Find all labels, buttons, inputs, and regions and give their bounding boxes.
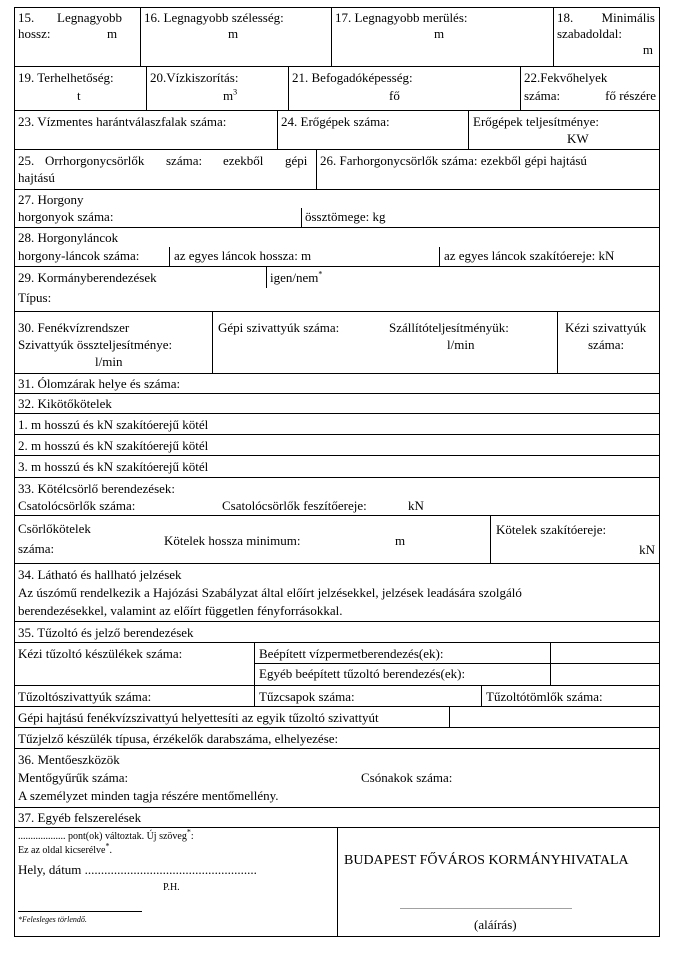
row-anchor [15,190,659,228]
row-footer [15,828,659,937]
section-32-mooring: 32. Kikötőkötelek [15,394,659,414]
field-24-engines[interactable]: 24. Erőgépek száma: [277,111,468,149]
footnote-rule [18,911,142,912]
row-fire-equipment [15,643,659,686]
row-lifesaving: 36. Mentőeszközök Mentőgyűrűk száma: Csónakok száma: A személyzet minden tagja részére mentőmellény. [15,749,659,808]
stamp-label: P.H. [163,882,180,893]
field-18-freeboard[interactable]: 18. Minimális szabadoldal: m [553,8,659,66]
field-27-anchors[interactable]: 27. Horgony horgonyok száma: [18,192,114,224]
field-35-bilge-substitute[interactable]: Gépi hajtású fenékvízszivattyú helyettesíti az egyik tűzoltó szivattyút [18,710,379,725]
row-chains: 28. Horgonyláncok horgony-láncok száma: az egyes láncok hossza: m az egyes láncok szakítóereje: kN [15,228,659,267]
field-35-bilge-substitute-value[interactable] [449,707,659,727]
field-24-engine-power[interactable]: Erőgépek teljesítménye: KW [468,111,659,149]
row-fire-pumps [15,686,659,707]
divider [266,267,267,288]
section-35-fire: 35. Tűzoltó és jelző berendezések [15,622,659,643]
place-date-field[interactable]: Hely, dátum ..................................................... [18,862,257,877]
field-20-displacement[interactable]: 20.Vízkiszorítás: $m^3$ [146,67,288,110]
field-35-hoses[interactable]: Tűzoltótömlők száma: [481,686,659,706]
row-dimensions [15,8,659,67]
field-36-lifebuoys[interactable]: Mentőgyűrűk száma: [18,770,129,785]
field-35-extinguishers[interactable]: Kézi tűzoltó készülékek száma: [18,646,183,661]
field-33-rope-strength[interactable]: Kötelek szakítóereje: kN [490,516,659,563]
field-33-winch-ropes[interactable]: Csörlőkötelek száma: Kötelek hossza minimum: m [18,521,406,556]
row-engines [15,111,659,150]
field-16-width[interactable]: 16. Legnagyobb szélesség: m [140,8,331,66]
field-28-chain-count[interactable]: horgony-láncok száma: [18,248,140,263]
field-36-boats[interactable]: Csónakok száma: [361,770,453,785]
field-31-seals[interactable]: 31. Ólomzárak helye és száma: [15,374,659,394]
field-32-rope-1[interactable]: 1. m hosszú és kN szakítóerejű kötél [15,414,659,435]
field-35-sprinkler[interactable]: Beépített vízpermetberendezés(ek): [254,643,550,664]
field-26-stern-windlass[interactable]: 26. Farhorgonycsörlők száma: ezekből gépi hajtású [316,150,659,189]
field-35-fire-pumps[interactable]: Tűzoltószivattyúk száma: [18,689,152,704]
field-29-yes-no[interactable]: igen/nem* [266,267,659,288]
row-capacity [15,67,659,111]
signature-label: (aláírás) [474,917,517,932]
row-winch-ropes [15,516,659,564]
field-37-other[interactable]: 37. Egyéb felszerelések [15,808,659,828]
field-29-steering[interactable]: 29. Kormányberendezések Típus: [18,270,157,305]
row-bilge [15,312,659,374]
signature-line[interactable]: ...................................................................................... [400,902,572,911]
field-28-chain-length[interactable]: az egyes láncok hossza: m [169,247,439,266]
field-28-chain-strength[interactable]: az egyes láncok szakítóereje: kN [439,247,659,266]
field-17-draught[interactable]: 17. Legnagyobb merülés: m [331,8,553,66]
row-winches: 33. Kötélcsörlő berendezések: Csatolócsörlők száma: Csatolócsörlők feszítőereje: kN [15,478,659,516]
field-32-rope-3[interactable]: 3. m hosszú és kN szakítóerejű kötél [15,456,659,478]
field-35-other-fixed[interactable]: Egyéb beépített tűzoltó berendezés(ek): [254,664,550,685]
form-sheet [14,7,660,937]
field-35-fire-alarm[interactable]: Tűzjelző készülék típusa, érzékelők darabszáma, elhelyezése: [15,728,659,749]
field-30-bilge-total[interactable]: 30. Fenékvízrendszer Szivattyúk összteljesítménye: l/min [18,320,173,369]
field-30-mechanical-pumps[interactable]: Gépi szivattyúk száma: Szállítóteljesítményük: l/min [212,312,557,373]
field-23-bulkheads[interactable]: 23. Vízmentes harántválaszfalak száma: [18,114,227,129]
field-35-sprinkler-value[interactable] [550,643,659,664]
field-21-capacity[interactable]: 21. Befogadóképesség: fő [288,67,520,110]
field-15-length[interactable]: 15. Legnagyobb hossz: m [18,10,122,41]
field-35-other-fixed-value[interactable] [550,664,659,685]
field-27-anchor-weight[interactable]: össztömege: kg [301,208,659,227]
footer-right [337,828,659,936]
field-22-berths[interactable]: 22.Fekvőhelyek száma: fő részére [520,67,659,110]
field-32-rope-2[interactable]: 2. m hosszú és kN szakítóerejű kötél [15,435,659,456]
field-25-bow-windlass[interactable]: 25. Orrhorgonycsörlők száma: ezekből gépi hajtású [18,153,308,185]
authority-name: BUDAPEST FŐVÁROS KORMÁNYHIVATALA [344,853,629,868]
row-bilge-substitute [15,707,659,728]
field-30-hand-pumps[interactable]: Kézi szivattyúk száma: [557,312,659,373]
divider [301,208,302,227]
footer-left: ................... pont(ok) változtak. Új szöveg*: Ez az oldal kicserélve*. Hely, dátum ..................................................... P.H. *Felesleges törlendő. [18,827,257,924]
field-19-load[interactable]: 19. Terhelhetőség: t [18,70,114,103]
field-35-hydrants[interactable]: Tűzcsapok száma: [254,686,481,706]
row-windlasses [15,150,659,190]
row-steering [15,267,659,312]
field-34-signals[interactable]: 34. Látható és hallható jelzések Az úszómű rendelkezik a Hajózási Szabályzat által előírt jelzésekkel, jelzések leadására szolgáló berendezésekkel, valamint az előírt független fényforrásokkal. [15,564,659,622]
